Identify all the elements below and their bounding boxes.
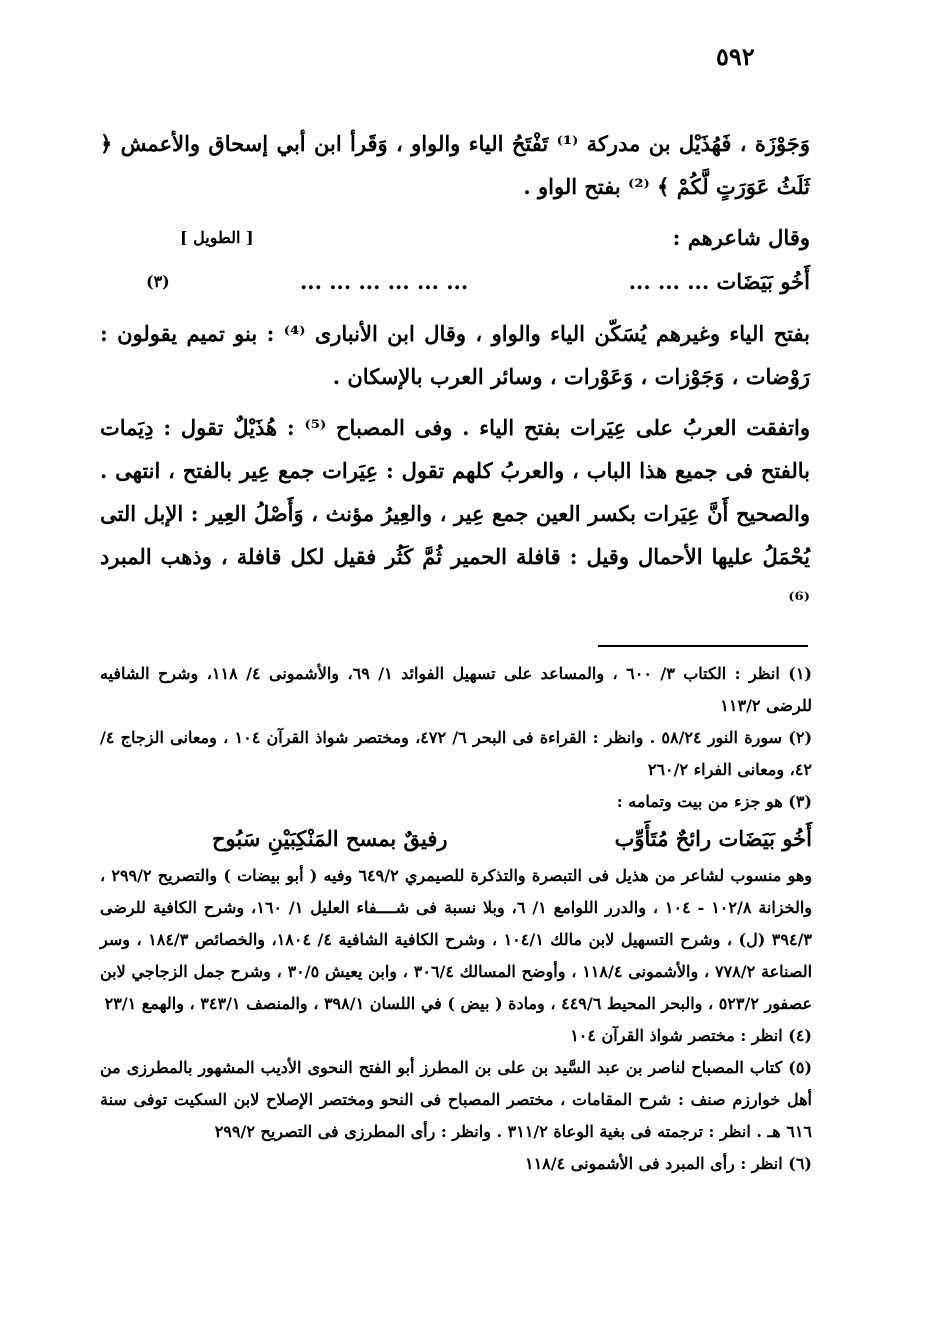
verse-dots: ... ... ... ... ... ... xyxy=(300,269,469,294)
poet-intro: وقال شاعرهم : xyxy=(672,225,810,250)
main-text xyxy=(100,122,810,621)
paragraph-3: بفتح الياء وغيرهم يُسَكّن الياء والواو ، وقال ابن الأنبارى ⁽⁴⁾ : بنو تميم يقولون : رَوْضات ، وَجَوْزات ، وَعَوْرات ، وسائر العرب بالإسكان . xyxy=(100,321,810,389)
verse-row xyxy=(100,260,810,304)
footnote-poem xyxy=(212,818,812,860)
footnote-6: (٦) انظر : رأى المبرد فى الأشمونى ١١٨/٤ xyxy=(524,1154,812,1173)
meter-label: [ الطويل ] xyxy=(180,228,254,247)
footnote-3-sources: وهو منسوب لشاعر من هذيل فى التبصرة والتذكرة للصيمري ٦٤٩/٢ وفيه ( أبو بيضات ) والتصريح ٢٩٩/٢ ، والخزانة ١٠٢/٨ - ١٠٤ ، والدرر اللوامع ١/ ٦، وبلا نسبة فى شــــفاء العليل ١/ ١٦٠، وشرح الكافية للرضى ٣٩٤/٣ (ل) ، وشرح التسهيل لابن مالك ١٠٤/١ ، وشرح الكافية الشافية ٤/ ١٨٠٤، والخصائص ١٨٤/٣ ، وسر الصناعة ٧٧٨/٢ ، والأشمونى ١١٨/٤ ، وأوضح المسالك ٣٠٦/٤ ، وابن يعيش ٣٠/٥ ، وشرح جمل الزجاجي لابن عصفور ٥٢٣/٢ ، والبحر المحيط ٤٤٩/٦ ، ومادة ( بيض ) في اللسان ٣٩٨/١ ، والمنصف ٣٤٣/١ ، والهمع ٢٣/١ xyxy=(100,866,813,1013)
page-number: ٥٩٢ xyxy=(716,42,755,71)
paragraph-4: واتفقت العربُ على عِيَرات بفتح الياء . وفى المصباح ⁽⁵⁾ : هُذَيْلٌ تقول : دِيَمات بالفتح فى جميع هذا الباب ، والعربُ كلهم تقول : عِيَرات جمع عِير بالفتح ، انتهى . والصحيح أَنَّ عِيَرات بكسر العين جمع عِير ، والعِيرُ مؤنث ، وَأَصْلُ العِير : الإبل التى يُحْمَلُ عليها الأحمال وقيل : قافلة الحمير ثُمَّ كَثُر فقيل لكل قافلة ، وذهب المبرد ⁽⁶⁾ xyxy=(100,415,810,612)
footnote-1: (١) انظر : الكتاب ٣/ ٦٠٠ ، والمساعد على تسهيل الفوائد ١/ ٦٩، والأشمونى ٤/ ١١٨، وشرح الشافيه للرضى ١١٣/٢ xyxy=(100,664,812,715)
paragraph-1: وَجَوْزَة ، فَهُذَيْل بن مدركة ⁽¹⁾ تَفْتَحُ الياء والواو ، وَقَرأ ابن أبي إسحاق والأعمش ﴿ ثَلَثُ عَوَرَتٍ لَّكُمْ ﴾ ⁽²⁾ بفتح الواو . xyxy=(100,131,810,199)
verse-footnote-ref: (٣) xyxy=(146,272,170,291)
footnote-3: (٣) هو جزء من بيت وتمامه : xyxy=(616,792,812,811)
footnote-5: (٥) كتاب المصباح لناصر بن عبد السَّيد بن على بن المطرز أبو الفتح النحوى الأديب المشهور بالمطرزى من أهل خوارزم صنف : شرح المقامات ، مختصر المصباح فى النحو ومختصر الإصلاح لابن السكيت توفى سنة ٦١٦ هـ . انظر : ترجمته فى بغية الوعاة ٣١١/٢ . وانظر : رأى المطرزى فى التصريح ٢٩٩/٢ xyxy=(100,1058,813,1141)
footnote-2: (٢) سورة النور ٥٨/٢٤ . وانظر : القراءة فى البحر ٦/ ٤٧٢، ومختصر شواذ القرآن ١٠٤ ، ومعانى الزجاج ٤/ ٤٢، ومعانى الفراء ٢٦٠/٢ xyxy=(100,728,813,779)
footnotes xyxy=(100,658,812,1180)
poem-second-hemistich: رفيقٌ بمسح المَنْكِبَيْنِ سَبُوح xyxy=(212,826,448,851)
poem-first-hemistich: أَخُو بَيَضَات رائحٌ مُتَأَوِّب xyxy=(614,826,812,851)
footnote-4: (٤) انظر : مختصر شواذ القرآن ١٠٤ xyxy=(570,1026,812,1045)
footnote-divider xyxy=(598,645,808,647)
verse-fragment: أَخُو بَيَضَات ... ... ... xyxy=(628,269,810,294)
poet-intro-row xyxy=(100,216,810,260)
